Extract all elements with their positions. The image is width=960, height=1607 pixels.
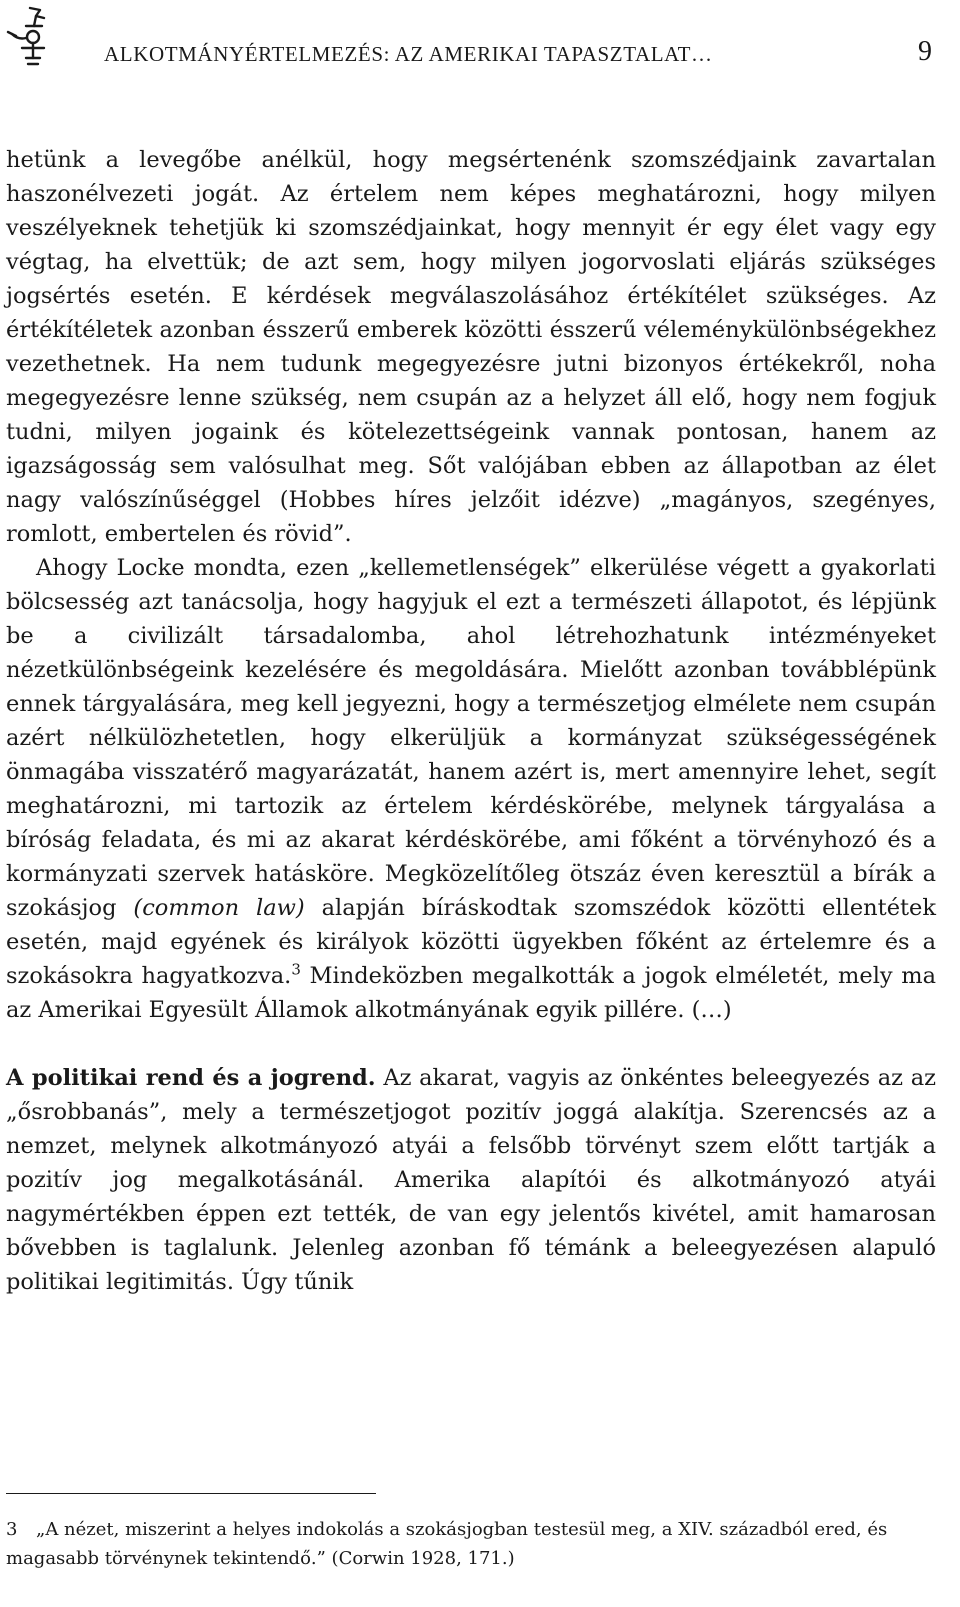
- footnote-reference[interactable]: 3: [291, 960, 301, 979]
- paragraph-2-text-c: Mindeközben megalkották a jogok elméletét, mely ma az Amerikai Egyesült Államok alkotmányának egyik pillére. (…): [6, 963, 936, 1023]
- paragraph-3-text: Az akarat, vagyis az önkéntes beleegyezés az az „ősrobbanás”, mely a természetjogot pozitív joggá alakítja. Szerencsés az a nemzet, melynek alkotmányozó atyái a felsőbb törvényt szem előtt tartják a pozitív jog megalkotásánál. Amerika alapítói és alkotmányozó atyái nagymértékben éppen ezt tették, de van egy jelentős kivétel, amit hamarosan bővebben is taglalunk. Jelenleg azonban fő témánk a beleegyezésen alapuló politikai legitimitás. Úgy tűnik: [6, 1065, 937, 1295]
- paragraph-2: [6, 551, 936, 1027]
- main-text: [6, 143, 936, 1299]
- running-title: ALKOTMÁNYÉRTELMEZÉS: AZ AMERIKAI TAPASZTALAT…: [104, 42, 713, 66]
- footnote-number: 3: [6, 1519, 18, 1540]
- paragraph-2-text-b: alapján bíráskodtak szomszédok közötti ellentétek esetén, majd egyének és királyok közötti ügyekben főként az értelemre és a szokásokra hagyatkozva.: [6, 895, 936, 989]
- footnote: [6, 1515, 936, 1573]
- italic-term: (common law): [133, 895, 305, 921]
- section-heading: A politikai rend és a jogrend.: [6, 1065, 376, 1091]
- footnote-text: „A nézet, miszerint a helyes indokolás a szokásjogban testesül meg, a XIV. századból ered, és magasabb törvénynek tekintendő.” (Corwin 1928, 171.): [6, 1519, 888, 1569]
- paragraph-3: [6, 1061, 936, 1299]
- footnote-divider: [6, 1493, 376, 1494]
- paragraph-1: hetünk a levegőbe anélkül, hogy megsértenénk szomszédjaink zavartalan haszonélvezeti jogát. Az értelem nem képes meghatározni, hogy milyen veszélyeknek tehetjük ki szomszédjainkat, hogy mennyit ér egy élet vagy egy végtag, ha elvettük; de azt sem, hogy milyen jogorvoslati eljárás szükséges jogsértés esetén. E kérdések megválaszolásához értékítélet szükséges. Az értékítéletek azonban ésszerű emberek közötti ésszerű véleménykülönbségekhez vezethetnek. Ha nem tudunk megegyezésre jutni bizonyos értékekről, noha megegyezésre lenne szükség, nem csupán az a helyzet áll elő, hogy nem fogjuk tudni, milyen jogaink és kötelezettségeink vannak pontosan, hanem az igazságosság sem valósulhat meg. Sőt valójában ebben az állapotban az élet nagy valószínűséggel (Hobbes híres jelzőit idézve) „magányos, szegényes, romlott, embertelen és rövid”.: [6, 147, 936, 547]
- running-header: [0, 0, 960, 80]
- page-number: 9: [918, 36, 932, 67]
- paragraph-2-text-a: Ahogy Locke mondta, ezen „kellemetlenségek” elkerülése végett a gyakorlati bölcsesség azt tanácsolja, hogy hagyjuk el ezt a természeti állapotot, és lépjünk be a civilizált társadalomba, ahol létrehozhatunk intézményeket nézetkülönbségeink kezelésére és megoldására. Mielőtt azonban továbblépünk ennek tárgyalására, meg kell jegyezni, hogy a természetjog elmélete nem csupán azért nélkülözhetetlen, hogy elkerüljük a kormányzat szükségességének önmagába visszatérő magyarázatát, hanem azért is, mert amennyire lehet, segít meghatározni, mi tartozik az értelem kérdéskörébe, melynek tárgyalása a bíróság feladata, és mi az akarat kérdéskörébe, ami főként a törvényhozó és a kormányzati szervek hatásköre. Megközelítőleg ötszáz éven keresztül a bírák a szokásjog: [6, 555, 936, 921]
- stylized-figure-logo-icon: [6, 4, 52, 70]
